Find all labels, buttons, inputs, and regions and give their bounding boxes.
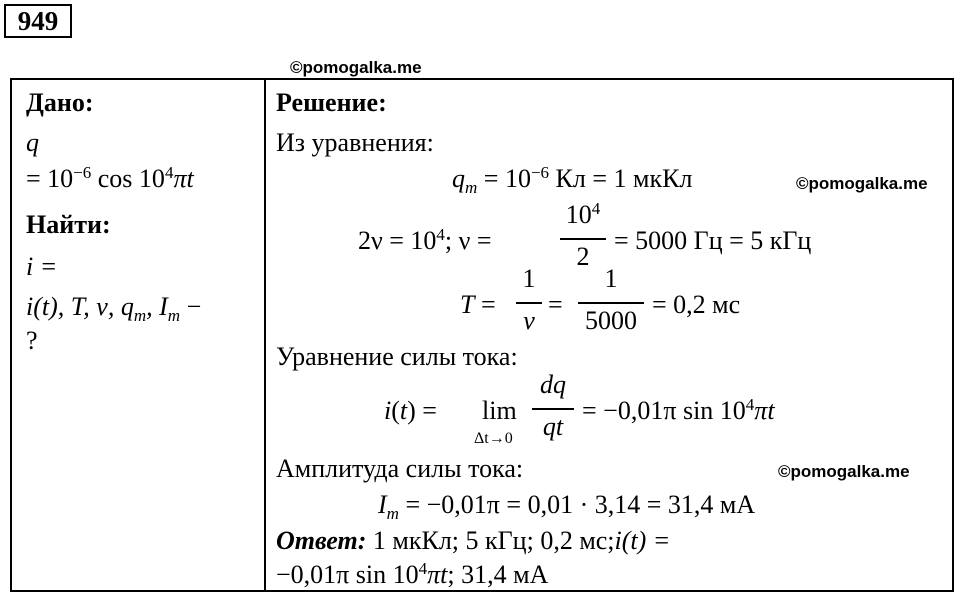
problem-number: 949	[4, 4, 72, 38]
answer-line2: −0,01π $\sin 10^4\pi t$; 31,4 мА	[276, 559, 549, 589]
period-fraction1-bar	[516, 302, 542, 304]
solution-heading: Решение:	[276, 88, 387, 117]
nu-fraction-denominator: 2	[576, 242, 590, 271]
period-equals: =	[548, 290, 563, 319]
amplitude-label: Амплитуда силы тока:	[276, 454, 524, 483]
nu-fraction-bar	[560, 238, 606, 240]
period-equation-left: T =	[460, 290, 496, 319]
derivative-numerator: dq	[540, 370, 566, 399]
amplitude-equation: $I_m = -0,01\pi = 0,01 \cdot 3,14 = 31,4$ мА	[378, 490, 756, 523]
period-fraction2-bar	[578, 302, 644, 304]
answer-line1: Ответ: 1 мкКл; 5 кГц; 0,2 мс;i(t) =	[276, 526, 671, 555]
qm-equation: $q_m = 10^{-6}$ Кл = 1 мкКл	[452, 163, 693, 197]
period-fraction2-numerator: 1	[604, 264, 618, 293]
period-fraction2-denominator: 5000	[585, 306, 637, 335]
current-equation-right: = −0,01π $\sin 10^4\pi t$	[582, 395, 775, 425]
nu-equation-left: $2\nu = 10^4$; ν =	[358, 225, 492, 255]
nu-fraction-numerator: $10^4$	[565, 199, 601, 229]
derivative-bar	[532, 408, 574, 410]
from-equation-label: Из уравнения:	[276, 128, 434, 157]
watermark: ©pomogalka.me	[778, 462, 910, 481]
given-q-line1: q	[26, 128, 39, 157]
find-line1: i =	[26, 252, 58, 281]
given-q-line2: = $10^{-6}$ $\cos 10^4\pi t$	[26, 163, 194, 193]
watermark: ©pomogalka.me	[290, 58, 422, 77]
period-equation-right: = 0,2 мс	[652, 290, 741, 319]
nu-equation-right: = 5000 Гц = 5 кГц	[614, 226, 812, 255]
find-heading: Найти:	[26, 210, 111, 239]
current-equation-left: i(t) =	[384, 396, 437, 425]
watermark: ©pomogalka.me	[796, 174, 928, 193]
derivative-denominator: qt	[542, 412, 564, 441]
column-divider	[264, 80, 266, 590]
limit-symbol: lim	[482, 396, 517, 425]
find-line2: i(t), T, ν, $q_m$, $I_m$ −	[26, 292, 202, 325]
period-fraction1-numerator: 1	[522, 264, 536, 293]
limit-subscript: Δt→0	[474, 430, 513, 447]
find-line3: ?	[26, 326, 38, 355]
current-equation-label: Уравнение силы тока:	[276, 342, 518, 371]
given-heading: Дано:	[26, 88, 94, 117]
solution-table	[10, 78, 954, 592]
period-fraction1-denominator: ν	[523, 306, 535, 335]
